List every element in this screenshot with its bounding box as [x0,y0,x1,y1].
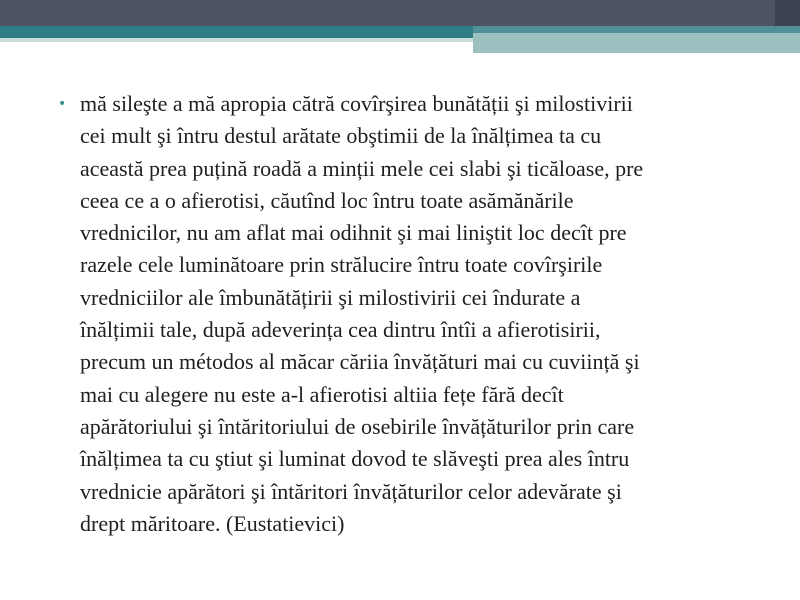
header-band-light-right [473,33,800,53]
header-band-dark-corner [775,0,800,26]
paragraph-line: înălțimea ta cu ştiut şi luminat dovod te slăveşti prea ales întru [80,446,630,472]
bullet-icon: • [58,96,67,112]
paragraph-line: mă sileşte a mă apropia cătră covîrşirea bunătății şi milostivirii [80,91,633,116]
paragraph-line: înălțimii tale, după adeverința cea dintru întîi a afierotisirii, [80,317,601,343]
paragraph-line: drept măritoare. (Eustatievici) [80,510,345,536]
paragraph-line: apărătoriului şi întăritoriului de osebirile învățăturilor prin care [80,413,635,439]
header-band-light-left [0,38,473,42]
paragraph-line: ceea ce a o afierotisi, căutînd loc întru toate asămănările [80,187,574,213]
header-band-dark [0,0,800,26]
paragraph-line: razele cele luminătoare prin strălucire întru toate covîrşirile [80,252,603,278]
slide-content [58,88,773,540]
paragraph-line: vrednicie apărători şi întăritori învățăturilor celor adevărate şi [80,478,622,504]
paragraph-line: cei mult şi întru destul arătate obştimii de la înălțimea ta cu [80,123,602,149]
paragraph-line: precum un métodos al măcar căriia învățături mai cu cuviință şi [80,349,640,375]
bullet-item [58,88,773,540]
paragraph-line: mai cu alegere nu este a-l afierotisi altiia fețe fără decît [80,381,564,407]
paragraph-line: vrednicilor, nu am aflat mai odihnit şi mai liniştit loc decît pre [80,220,627,246]
paragraph-line: vredniciilor ale îmbunătățirii şi milostivirii cei îndurate a [80,284,581,310]
paragraph-line: această prea puțină roadă a minții mele cei slabi şi ticăloase, pre [80,155,644,181]
quote-paragraph [80,88,773,540]
header-band-teal-strip [473,26,800,33]
